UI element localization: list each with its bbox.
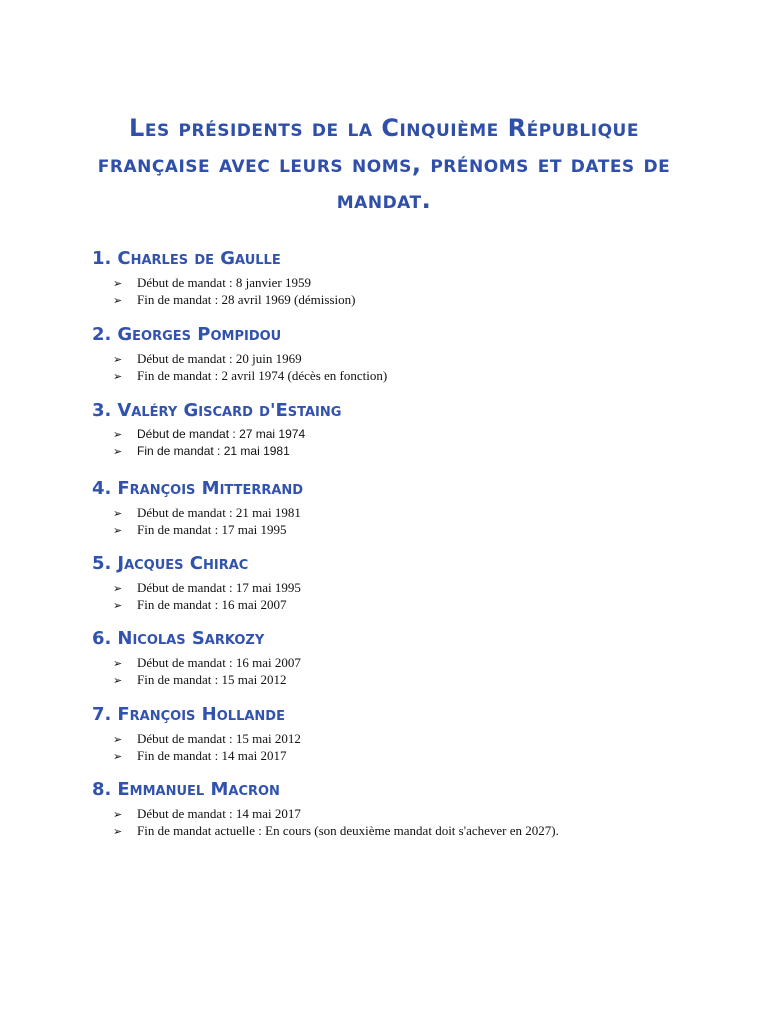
section-heading — [92, 779, 732, 805]
president-name: Emmanuel Macron — [117, 779, 280, 800]
list-item — [113, 730, 732, 747]
list-item — [113, 443, 732, 460]
mandate-end: Fin de mandat : 21 mai 1981 — [137, 444, 290, 458]
section-heading — [92, 704, 732, 730]
list-item — [113, 596, 732, 613]
president-section — [92, 324, 732, 384]
document-title: Les présidents de la Cinquième République française avec leurs noms, prénoms et dates de mandat. — [97, 114, 671, 214]
list-item — [113, 350, 732, 367]
president-section — [92, 478, 732, 538]
mandate-end: Fin de mandat : 15 mai 2012 — [137, 672, 287, 687]
section-number: 3. — [92, 400, 112, 421]
list-item — [113, 654, 732, 671]
list-item — [113, 579, 732, 596]
president-name: Valéry Giscard d'Estaing — [117, 400, 342, 421]
president-name: François Mitterrand — [117, 478, 304, 499]
mandate-end: Fin de mandat : 17 mai 1995 — [137, 522, 287, 537]
arrow-bullet-icon: ➢ — [113, 370, 123, 383]
section-number: 1. — [92, 248, 112, 269]
arrow-bullet-icon: ➢ — [113, 733, 123, 746]
arrow-bullet-icon: ➢ — [113, 507, 123, 520]
mandate-start: Début de mandat : 17 mai 1995 — [137, 580, 301, 595]
list-item — [113, 367, 732, 384]
section-heading — [92, 324, 732, 350]
arrow-bullet-icon: ➢ — [113, 582, 123, 595]
president-name: François Hollande — [117, 704, 285, 725]
list-item — [113, 426, 732, 443]
section-heading — [92, 553, 732, 579]
section-heading — [92, 400, 732, 426]
section-number: 7. — [92, 704, 112, 725]
mandate-start: Début de mandat : 16 mai 2007 — [137, 655, 301, 670]
mandate-start: Début de mandat : 15 mai 2012 — [137, 731, 301, 746]
arrow-bullet-icon: ➢ — [113, 445, 123, 458]
mandate-list — [92, 274, 732, 308]
mandate-start: Début de mandat : 21 mai 1981 — [137, 505, 301, 520]
arrow-bullet-icon: ➢ — [113, 825, 123, 838]
section-heading — [92, 248, 732, 274]
mandate-list — [92, 426, 732, 460]
mandate-end: Fin de mandat : 14 mai 2017 — [137, 748, 287, 763]
arrow-bullet-icon: ➢ — [113, 657, 123, 670]
president-name: Jacques Chirac — [117, 553, 249, 574]
arrow-bullet-icon: ➢ — [113, 524, 123, 537]
arrow-bullet-icon: ➢ — [113, 428, 123, 441]
president-section — [92, 248, 732, 308]
list-item — [113, 822, 732, 839]
president-section — [92, 704, 732, 764]
section-heading — [92, 478, 732, 504]
mandate-end: Fin de mandat : 28 avril 1969 (démission) — [137, 292, 356, 307]
arrow-bullet-icon: ➢ — [113, 277, 123, 290]
president-name: Nicolas Sarkozy — [117, 628, 265, 649]
mandate-list — [92, 579, 732, 613]
section-number: 4. — [92, 478, 112, 499]
section-number: 2. — [92, 324, 112, 345]
list-item — [113, 274, 732, 291]
mandate-end: Fin de mandat : 16 mai 2007 — [137, 597, 287, 612]
arrow-bullet-icon: ➢ — [113, 808, 123, 821]
section-number: 8. — [92, 779, 112, 800]
president-section — [92, 779, 732, 839]
mandate-start: Début de mandat : 14 mai 2017 — [137, 806, 301, 821]
mandate-list — [92, 654, 732, 688]
mandate-list — [92, 350, 732, 384]
arrow-bullet-icon: ➢ — [113, 750, 123, 763]
list-item — [113, 504, 732, 521]
mandate-start: Début de mandat : 20 juin 1969 — [137, 351, 302, 366]
mandate-list — [92, 504, 732, 538]
mandate-start: Début de mandat : 27 mai 1974 — [137, 427, 306, 441]
arrow-bullet-icon: ➢ — [113, 599, 123, 612]
list-item — [113, 291, 732, 308]
president-section — [92, 628, 732, 688]
section-heading — [92, 628, 732, 654]
list-item — [113, 521, 732, 538]
section-number: 6. — [92, 628, 112, 649]
mandate-start: Début de mandat : 8 janvier 1959 — [137, 275, 312, 290]
president-section — [92, 553, 732, 613]
list-item — [113, 747, 732, 764]
mandate-list — [92, 730, 732, 764]
list-item — [113, 671, 732, 688]
mandate-list — [92, 805, 732, 839]
president-section — [92, 400, 732, 460]
arrow-bullet-icon: ➢ — [113, 674, 123, 687]
president-name: Georges Pompidou — [117, 324, 282, 345]
section-number: 5. — [92, 553, 112, 574]
arrow-bullet-icon: ➢ — [113, 294, 123, 307]
arrow-bullet-icon: ➢ — [113, 353, 123, 366]
mandate-end: Fin de mandat actuelle : En cours (son deuxième mandat doit s'achever en 2027). — [137, 823, 559, 838]
mandate-end: Fin de mandat : 2 avril 1974 (décès en fonction) — [137, 368, 388, 383]
list-item — [113, 805, 732, 822]
president-name: Charles de Gaulle — [117, 248, 281, 269]
